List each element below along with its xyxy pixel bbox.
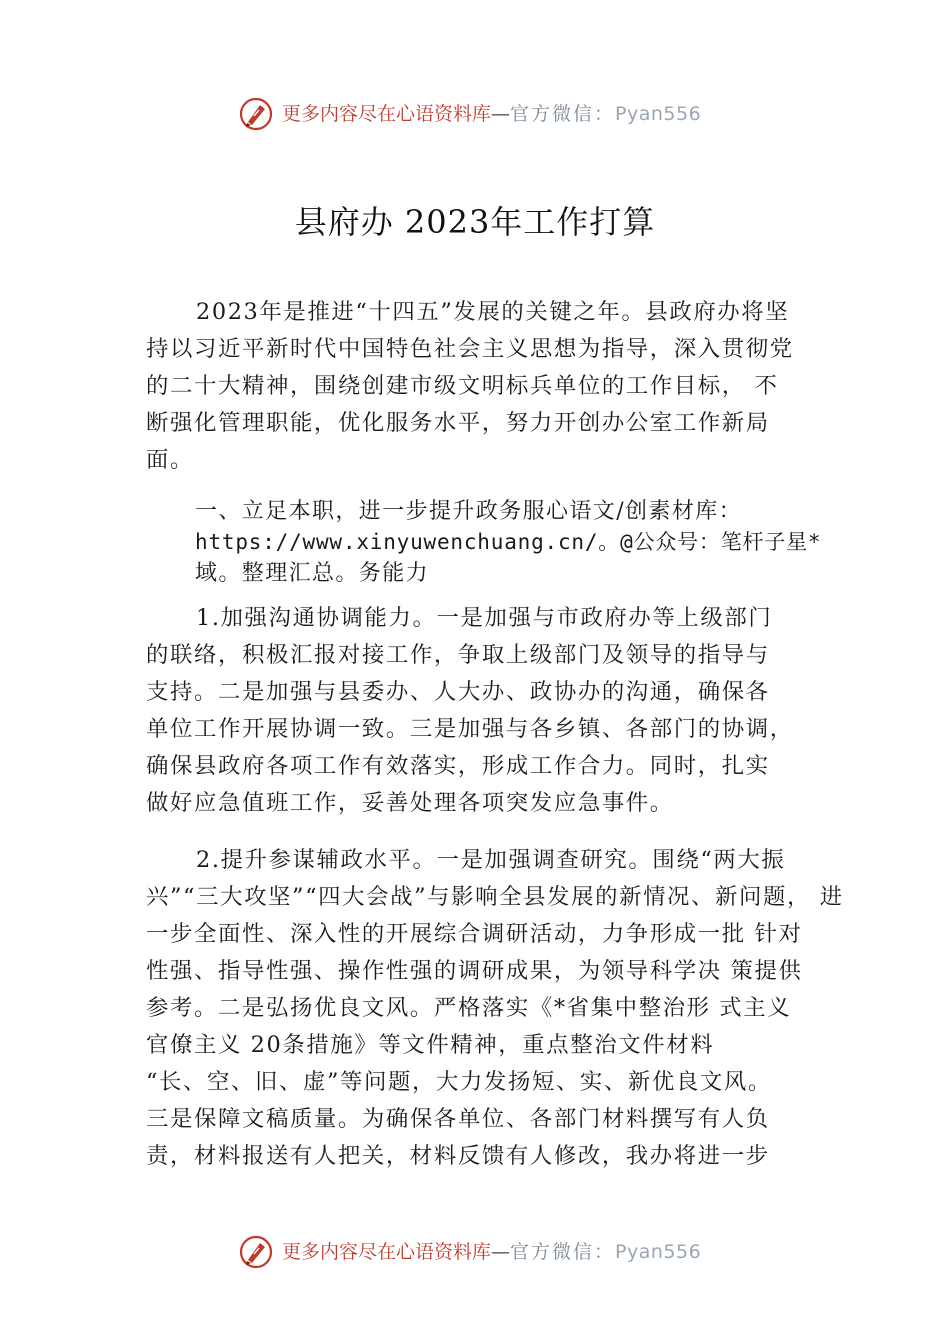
paragraph-line: “长、空、旧、虚”等问题，大力发扬短、实、新优良文风。 — [146, 1069, 772, 1095]
paragraph-line: 单位工作开展协调一致。三是加强与各乡镇、各部门的协调， — [146, 716, 794, 742]
paragraph-line: 一步全面性、深入性的开展综合调研活动，力争形成一批 针对 — [146, 921, 803, 947]
document-title: 县府办 2023年工作打算 — [294, 203, 656, 241]
footer-banner — [0, 1232, 950, 1272]
banner-main-text: 更多内容尽在心语资料库 — [282, 1241, 492, 1263]
paragraph-line: 官僚主义 20条措施》等文件精神，重点整治文件材料 — [146, 1032, 715, 1058]
banner-separator: — — [491, 103, 511, 125]
item-2-paragraph — [146, 842, 846, 1175]
banner-wechat-label: 官方微信： — [510, 103, 616, 125]
heading-line: 一、立足本职，进一步提升政务服心语文/创素材库： — [195, 499, 743, 524]
intro-paragraph — [146, 294, 846, 479]
paragraph-line: 2.提升参谋辅政水平。一是加强调查研究。围绕“两大振 — [196, 847, 786, 873]
pen-nib-logo-icon — [238, 96, 274, 132]
paragraph-line: 1.加强沟通协调能力。一是加强与市政府办等上级部门 — [196, 605, 773, 631]
paragraph-line: 的联络，积极汇报对接工作，争取上级部门及领导的指导与 — [146, 642, 770, 668]
header-banner — [0, 94, 950, 134]
section-heading-1 — [195, 496, 821, 589]
paragraph-line: 责，材料报送有人把关，材料反馈有人修改，我办将进一步 — [146, 1143, 770, 1169]
paragraph-line: 2023年是推进“十四五”发展的关键之年。县政府办将坚 — [196, 299, 790, 325]
heading-line-url: https://www.xinyuwenchuang.cn/。@公众号：笔杆子星* — [195, 530, 822, 554]
paragraph-line: 面。 — [146, 447, 194, 473]
paragraph-line: 做好应急值班工作，妥善处理各项突发应急事件。 — [146, 790, 674, 816]
banner-text — [282, 102, 701, 126]
paragraph-line: 支持。二是加强与县委办、人大办、政协办的沟通，确保各 — [146, 679, 770, 705]
banner-separator: — — [491, 1241, 511, 1263]
paragraph-line: 持以习近平新时代中国特色社会主义思想为指导，深入贯彻党 — [146, 336, 794, 362]
banner-main-text: 更多内容尽在心语资料库 — [282, 103, 492, 125]
heading-line: 域。整理汇总。务能力 — [195, 561, 430, 586]
banner-wechat-id: Pyan556 — [615, 103, 702, 125]
item-1-paragraph — [146, 600, 846, 822]
paragraph-line: 兴”“三大攻坚”“四大会战”与影响全县发展的新情况、新问题， 进 — [146, 884, 844, 910]
banner-wechat-label: 官方微信： — [510, 1241, 616, 1263]
paragraph-line: 参考。二是弘扬优良文风。严格落实《*省集中整治形 式主义 — [146, 995, 792, 1021]
pen-nib-logo-icon — [238, 1234, 274, 1270]
paragraph-line: 性强、指导性强、操作性强的调研成果，为领导科学决 策提供 — [146, 958, 803, 984]
paragraph-line: 确保县政府各项工作有效落实，形成工作合力。同时，扎实 — [146, 753, 770, 779]
paragraph-line: 断强化管理职能，优化服务水平，努力开创办公室工作新局 — [146, 410, 770, 436]
paragraph-line: 三是保障文稿质量。为确保各单位、各部门材料撰写有人负 — [146, 1106, 770, 1132]
paragraph-line: 的二十大精神，围绕创建市级文明标兵单位的工作目标， 不 — [146, 373, 779, 399]
banner-wechat-id: Pyan556 — [615, 1241, 702, 1263]
banner-text — [282, 1240, 701, 1264]
